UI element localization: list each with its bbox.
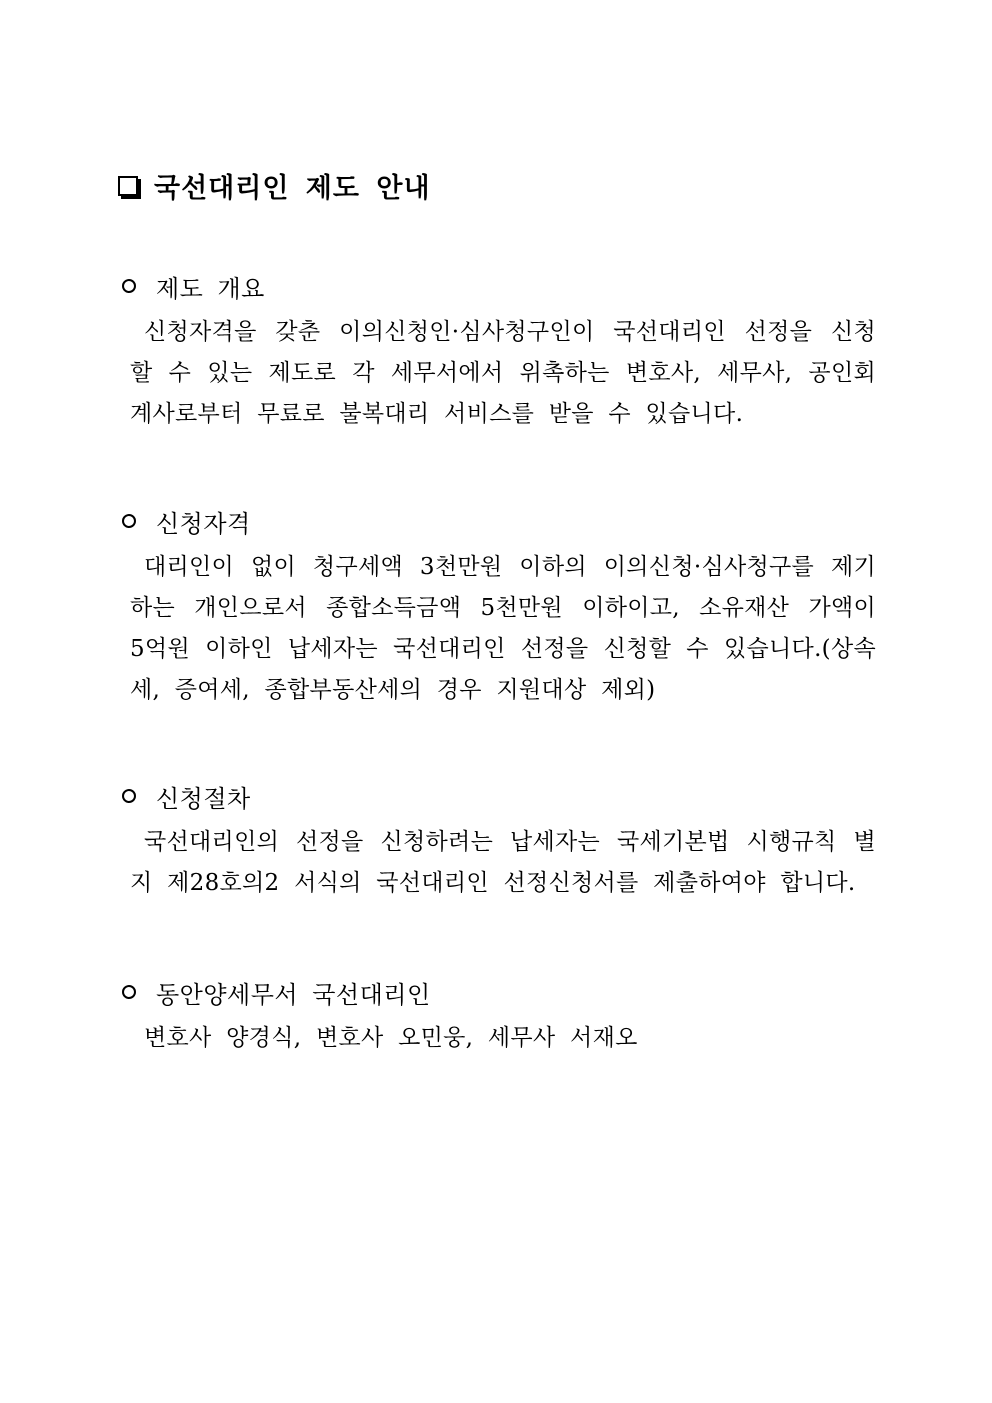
section-body-text: 국선대리인의 선정을 신청하려는 납세자는 국세기본법 시행규칙 별지 제28호의2 서식의 국선대리인 선정신청서를 제출하여야 합니다.	[130, 829, 876, 896]
circle-bullet-icon	[122, 985, 136, 999]
section-local-agents	[118, 972, 876, 1059]
square-bullet-icon	[118, 176, 138, 196]
document-title: 국선대리인 제도 안내	[154, 173, 431, 204]
section-heading: 신청절차	[156, 784, 251, 813]
document-title-row	[118, 166, 431, 205]
section-body	[118, 312, 876, 435]
section-overview	[118, 266, 876, 435]
section-heading-row	[118, 501, 876, 541]
section-heading: 제도 개요	[156, 274, 265, 303]
section-body-text: 신청자격을 갖춘 이의신청인·심사청구인이 국선대리인 선정을 신청할 수 있는 제도로 각 세무서에서 위촉하는 변호사, 세무사, 공인회계사로부터 무료로 불복대리 서비스를 받을 수 있습니다.	[130, 319, 876, 427]
section-procedure	[118, 776, 876, 904]
section-heading-row	[118, 776, 876, 816]
section-heading: 신청자격	[156, 509, 251, 538]
circle-bullet-icon	[122, 279, 136, 293]
section-heading: 동안양세무서 국선대리인	[156, 980, 431, 1009]
section-body-text: 변호사 양경식, 변호사 오민웅, 세무사 서재오	[144, 1025, 638, 1051]
circle-bullet-icon	[122, 514, 136, 528]
section-body	[118, 822, 876, 904]
circle-bullet-icon	[122, 789, 136, 803]
section-body	[118, 547, 876, 711]
section-body	[118, 1018, 876, 1059]
section-heading-row	[118, 972, 876, 1012]
section-heading-row	[118, 266, 876, 306]
section-eligibility	[118, 501, 876, 711]
section-body-text: 대리인이 없이 청구세액 3천만원 이하의 이의신청·심사청구를 제기하는 개인으로서 종합소득금액 5천만원 이하이고, 소유재산 가액이 5억원 이하인 납세자는 국선대리인 선정을 신청할 수 있습니다.(상속세, 증여세, 종합부동산세의 경우 지원대상 제외)	[130, 554, 876, 703]
